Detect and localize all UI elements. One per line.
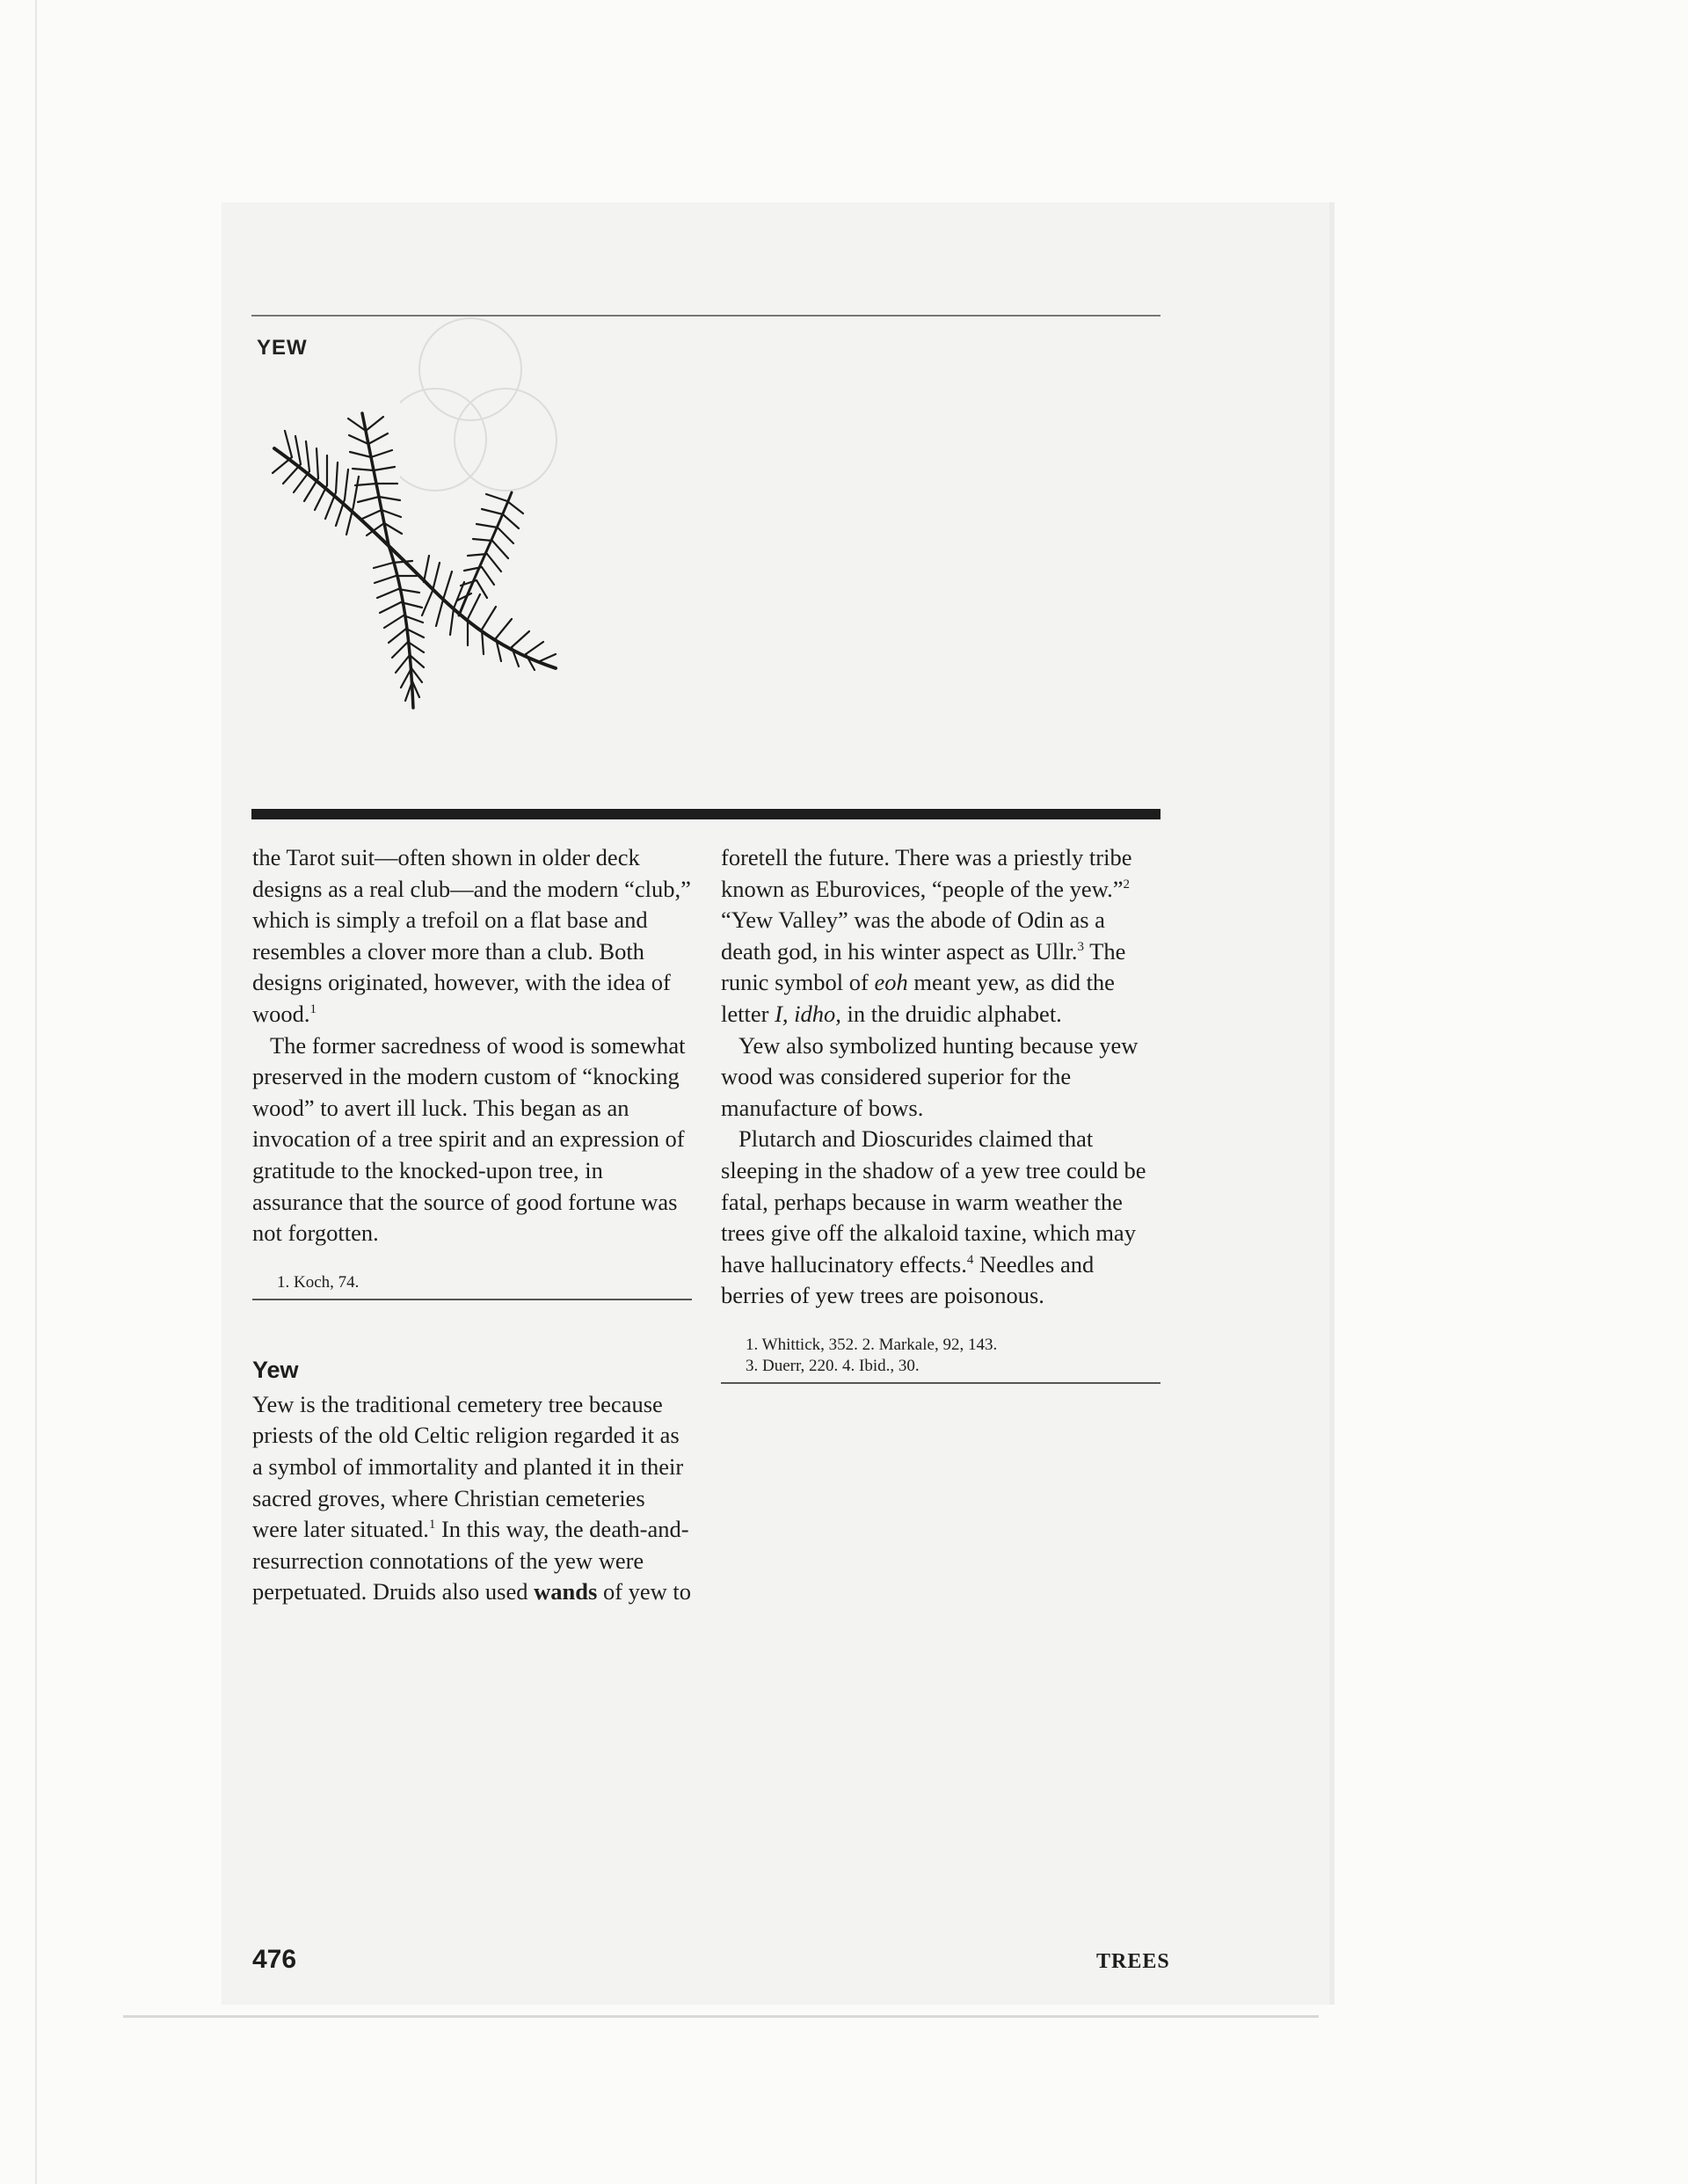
footnote-marker: 2	[1123, 877, 1130, 892]
footnote-marker: 4	[966, 1252, 974, 1267]
paragraph-text: Plutarch and Dioscurides claimed that sleeping in the shadow of a yew tree could be fatal, perhaps because in warm weather the trees give off the alkaloid taxine, which may have hallucinatory effects.	[721, 1125, 1146, 1278]
yew-branch-icon	[257, 387, 573, 721]
italic-term: eoh	[874, 969, 908, 996]
footnote-marker: 1	[428, 1518, 436, 1532]
footnotes: 1. Koch, 74.	[277, 1272, 360, 1292]
paragraph	[252, 1389, 692, 1608]
page-edge	[123, 2015, 1319, 2018]
paragraph-text: meant yew, as did the letter	[721, 969, 1115, 1027]
paragraph-text: foretell the future. There was a priestly tribe known as Eburovices, “people of the yew.”	[721, 844, 1132, 902]
italic-term: I, idho,	[775, 1000, 841, 1027]
paragraph: Yew also symbolized hunting because yew wood was considered superior for the manufacture of bows.	[721, 1031, 1139, 1121]
footnotes	[721, 1335, 1160, 1377]
scan-edge	[35, 0, 37, 2184]
footnote-line: 3. Duerr, 220. 4. Ibid., 30.	[746, 1356, 920, 1375]
footnote-marker: 3	[1077, 939, 1085, 954]
bold-term: wands	[534, 1578, 598, 1605]
paragraph-text: of yew to	[597, 1578, 692, 1605]
paragraph: The former sacredness of wood is somewhat preserved in the modern custom of “knocking wood” to avert ill luck. This began as an invocation of a tree spirit and an expression of gratitude to the knocked-upon tree, in assurance that the source of good fortune was not forgotten.	[252, 1031, 686, 1247]
section-heading: Yew	[252, 1356, 299, 1383]
header-rule	[251, 315, 1160, 317]
left-column	[252, 842, 692, 1608]
right-column	[721, 842, 1160, 1384]
running-title: TREES	[1096, 1950, 1170, 1973]
paragraph-text: The runic symbol of	[721, 937, 1126, 996]
paragraph-text: In this way, the death-and-resurrection connotations of the yew were perpetuated. Druids also used	[252, 1516, 689, 1605]
paragraph-text: in the druidic alphabet.	[840, 1000, 1062, 1027]
section-divider	[251, 809, 1160, 819]
footnote-rule	[252, 1299, 692, 1300]
paragraph	[252, 842, 692, 1030]
paragraph	[721, 1124, 1160, 1312]
paragraph-text: the Tarot suit—often shown in older deck designs as a real club—and the modern “club,” which is simply a trefoil on a flat base and resembles a clover more than a club. Both designs originated, however, with the idea of wood.	[252, 844, 691, 1027]
section-label: YEW	[257, 336, 308, 360]
paragraph	[721, 842, 1160, 1030]
page-number: 476	[252, 1945, 297, 1974]
paragraph-text: “Yew Valley” was the abode of Odin as a death god, in his winter aspect as Ullr.	[721, 906, 1105, 965]
footnote-rule	[721, 1382, 1160, 1384]
footnote-marker: 1	[309, 1002, 317, 1017]
footnote-line: 1. Whittick, 352. 2. Markale, 92, 143.	[746, 1335, 998, 1354]
paragraph-text: Needles and berries of yew trees are poisonous.	[721, 1250, 1095, 1309]
paragraph-text: Yew is the traditional cemetery tree because priests of the old Celtic religion regarded it as a symbol of immortality and planted it in their sacred groves, where Christian cemeteries were later situated.	[252, 1390, 684, 1543]
